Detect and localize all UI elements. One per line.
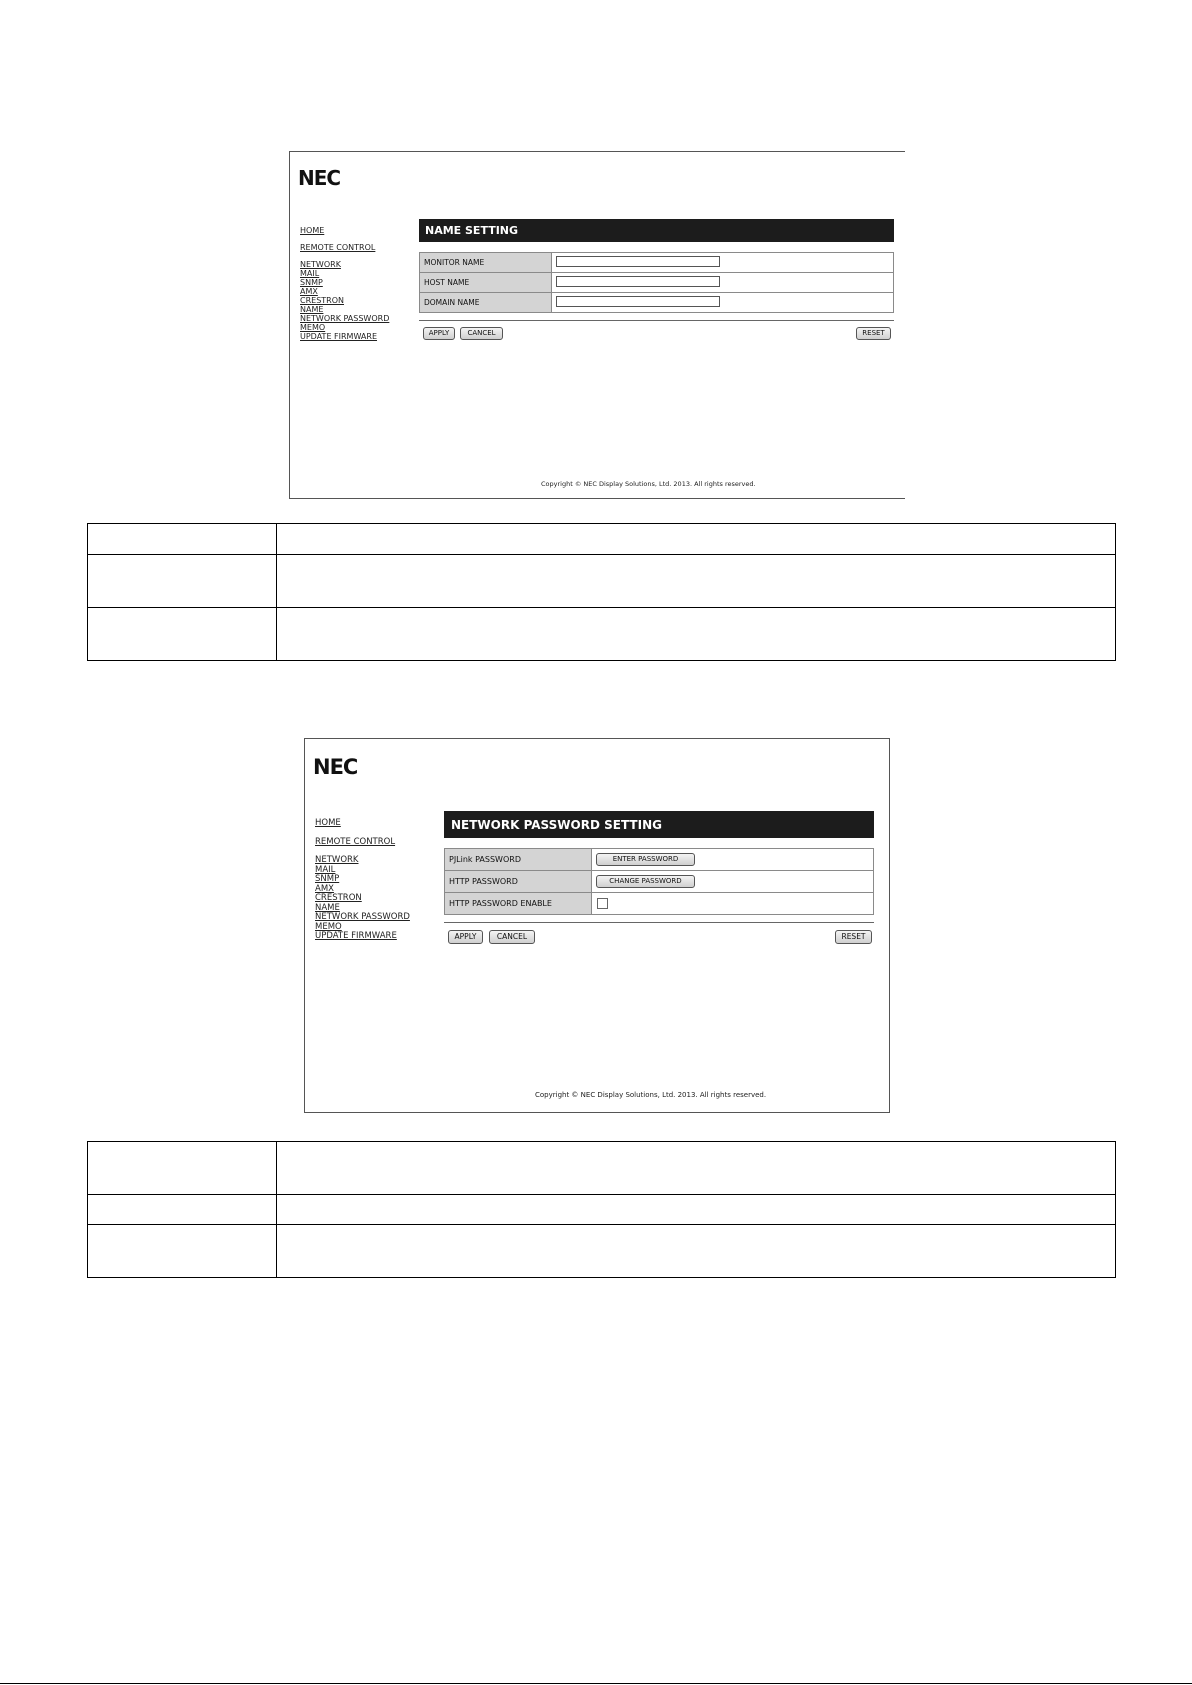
nav-update-firmware[interactable]: UPDATE FIRMWARE <box>315 931 397 941</box>
apply-button[interactable]: APPLY <box>448 930 483 944</box>
row-label: HOST NAME <box>420 273 552 293</box>
row-label: HTTP PASSWORD ENABLE <box>445 893 592 915</box>
row-label: MONITOR NAME <box>420 253 552 273</box>
enter-password-button[interactable]: ENTER PASSWORD <box>596 853 695 866</box>
nav-snmp[interactable]: SNMP <box>315 874 340 884</box>
page-title: NAME SETTING <box>419 219 894 242</box>
nav-mail[interactable]: MAIL <box>315 864 336 875</box>
description-table-1 <box>87 523 1116 661</box>
cancel-button[interactable]: CANCEL <box>460 327 503 340</box>
nav-remote-control[interactable]: REMOTE CONTROL <box>315 836 396 847</box>
nav-mail[interactable]: MAIL <box>300 269 320 278</box>
table-row <box>88 1225 1116 1278</box>
nav-name[interactable]: NAME <box>300 305 324 314</box>
nav-network-password[interactable]: NETWORK PASSWORD <box>315 912 410 922</box>
settings-table <box>419 252 894 313</box>
side-nav <box>315 819 410 942</box>
nav-update-firmware[interactable]: UPDATE FIRMWARE <box>300 332 378 341</box>
reset-button[interactable]: RESET <box>835 930 872 944</box>
settings-table <box>444 848 874 915</box>
divider <box>444 922 874 923</box>
apply-button[interactable]: APPLY <box>423 327 455 340</box>
description-table-2 <box>87 1141 1116 1278</box>
footer-rule <box>0 1683 1192 1684</box>
side-nav <box>300 226 389 341</box>
nav-network[interactable]: NETWORK <box>300 260 341 269</box>
cancel-button[interactable]: CANCEL <box>489 930 535 944</box>
network-password-screenshot <box>304 738 890 1113</box>
nav-snmp[interactable]: SNMP <box>300 278 323 287</box>
host-name-field[interactable] <box>556 276 720 287</box>
copyright-text: Copyright © NEC Display Solutions, Ltd. 2013. All rights reserved. <box>535 1091 767 1099</box>
domain-name-field[interactable] <box>556 296 720 307</box>
nav-network-password[interactable]: NETWORK PASSWORD <box>300 314 390 323</box>
nav-amx[interactable]: AMX <box>315 883 334 894</box>
name-setting-screenshot <box>289 151 905 499</box>
table-row <box>88 608 1116 661</box>
row-label: HTTP PASSWORD <box>445 871 592 893</box>
nav-amx[interactable]: AMX <box>300 287 318 296</box>
table-row <box>88 1142 1116 1195</box>
nav-home[interactable]: HOME <box>300 226 325 235</box>
copyright-text: Copyright © NEC Display Solutions, Ltd. 2013. All rights reserved. <box>541 480 756 488</box>
nav-name[interactable]: NAME <box>315 902 340 913</box>
nec-logo: NEC <box>313 755 358 779</box>
nav-memo[interactable]: MEMO <box>300 323 326 332</box>
page-title: NETWORK PASSWORD SETTING <box>444 811 874 838</box>
change-password-button[interactable]: CHANGE PASSWORD <box>596 875 695 888</box>
nav-home[interactable]: HOME <box>315 818 341 828</box>
divider <box>419 320 894 321</box>
nav-crestron[interactable]: CRESTRON <box>300 296 345 305</box>
nav-crestron[interactable]: CRESTRON <box>315 893 362 903</box>
nec-logo: NEC <box>298 166 341 190</box>
table-row <box>88 1195 1116 1225</box>
monitor-name-field[interactable] <box>556 256 720 267</box>
reset-button[interactable]: RESET <box>856 327 891 340</box>
row-label: PJLink PASSWORD <box>445 849 592 871</box>
http-password-enable-checkbox[interactable] <box>597 898 608 909</box>
nav-network[interactable]: NETWORK <box>315 855 359 865</box>
nav-remote-control[interactable]: REMOTE CONTROL <box>300 243 376 252</box>
nav-memo[interactable]: MEMO <box>315 921 342 932</box>
table-row <box>88 524 1116 555</box>
table-row <box>88 555 1116 608</box>
row-label: DOMAIN NAME <box>420 293 552 313</box>
